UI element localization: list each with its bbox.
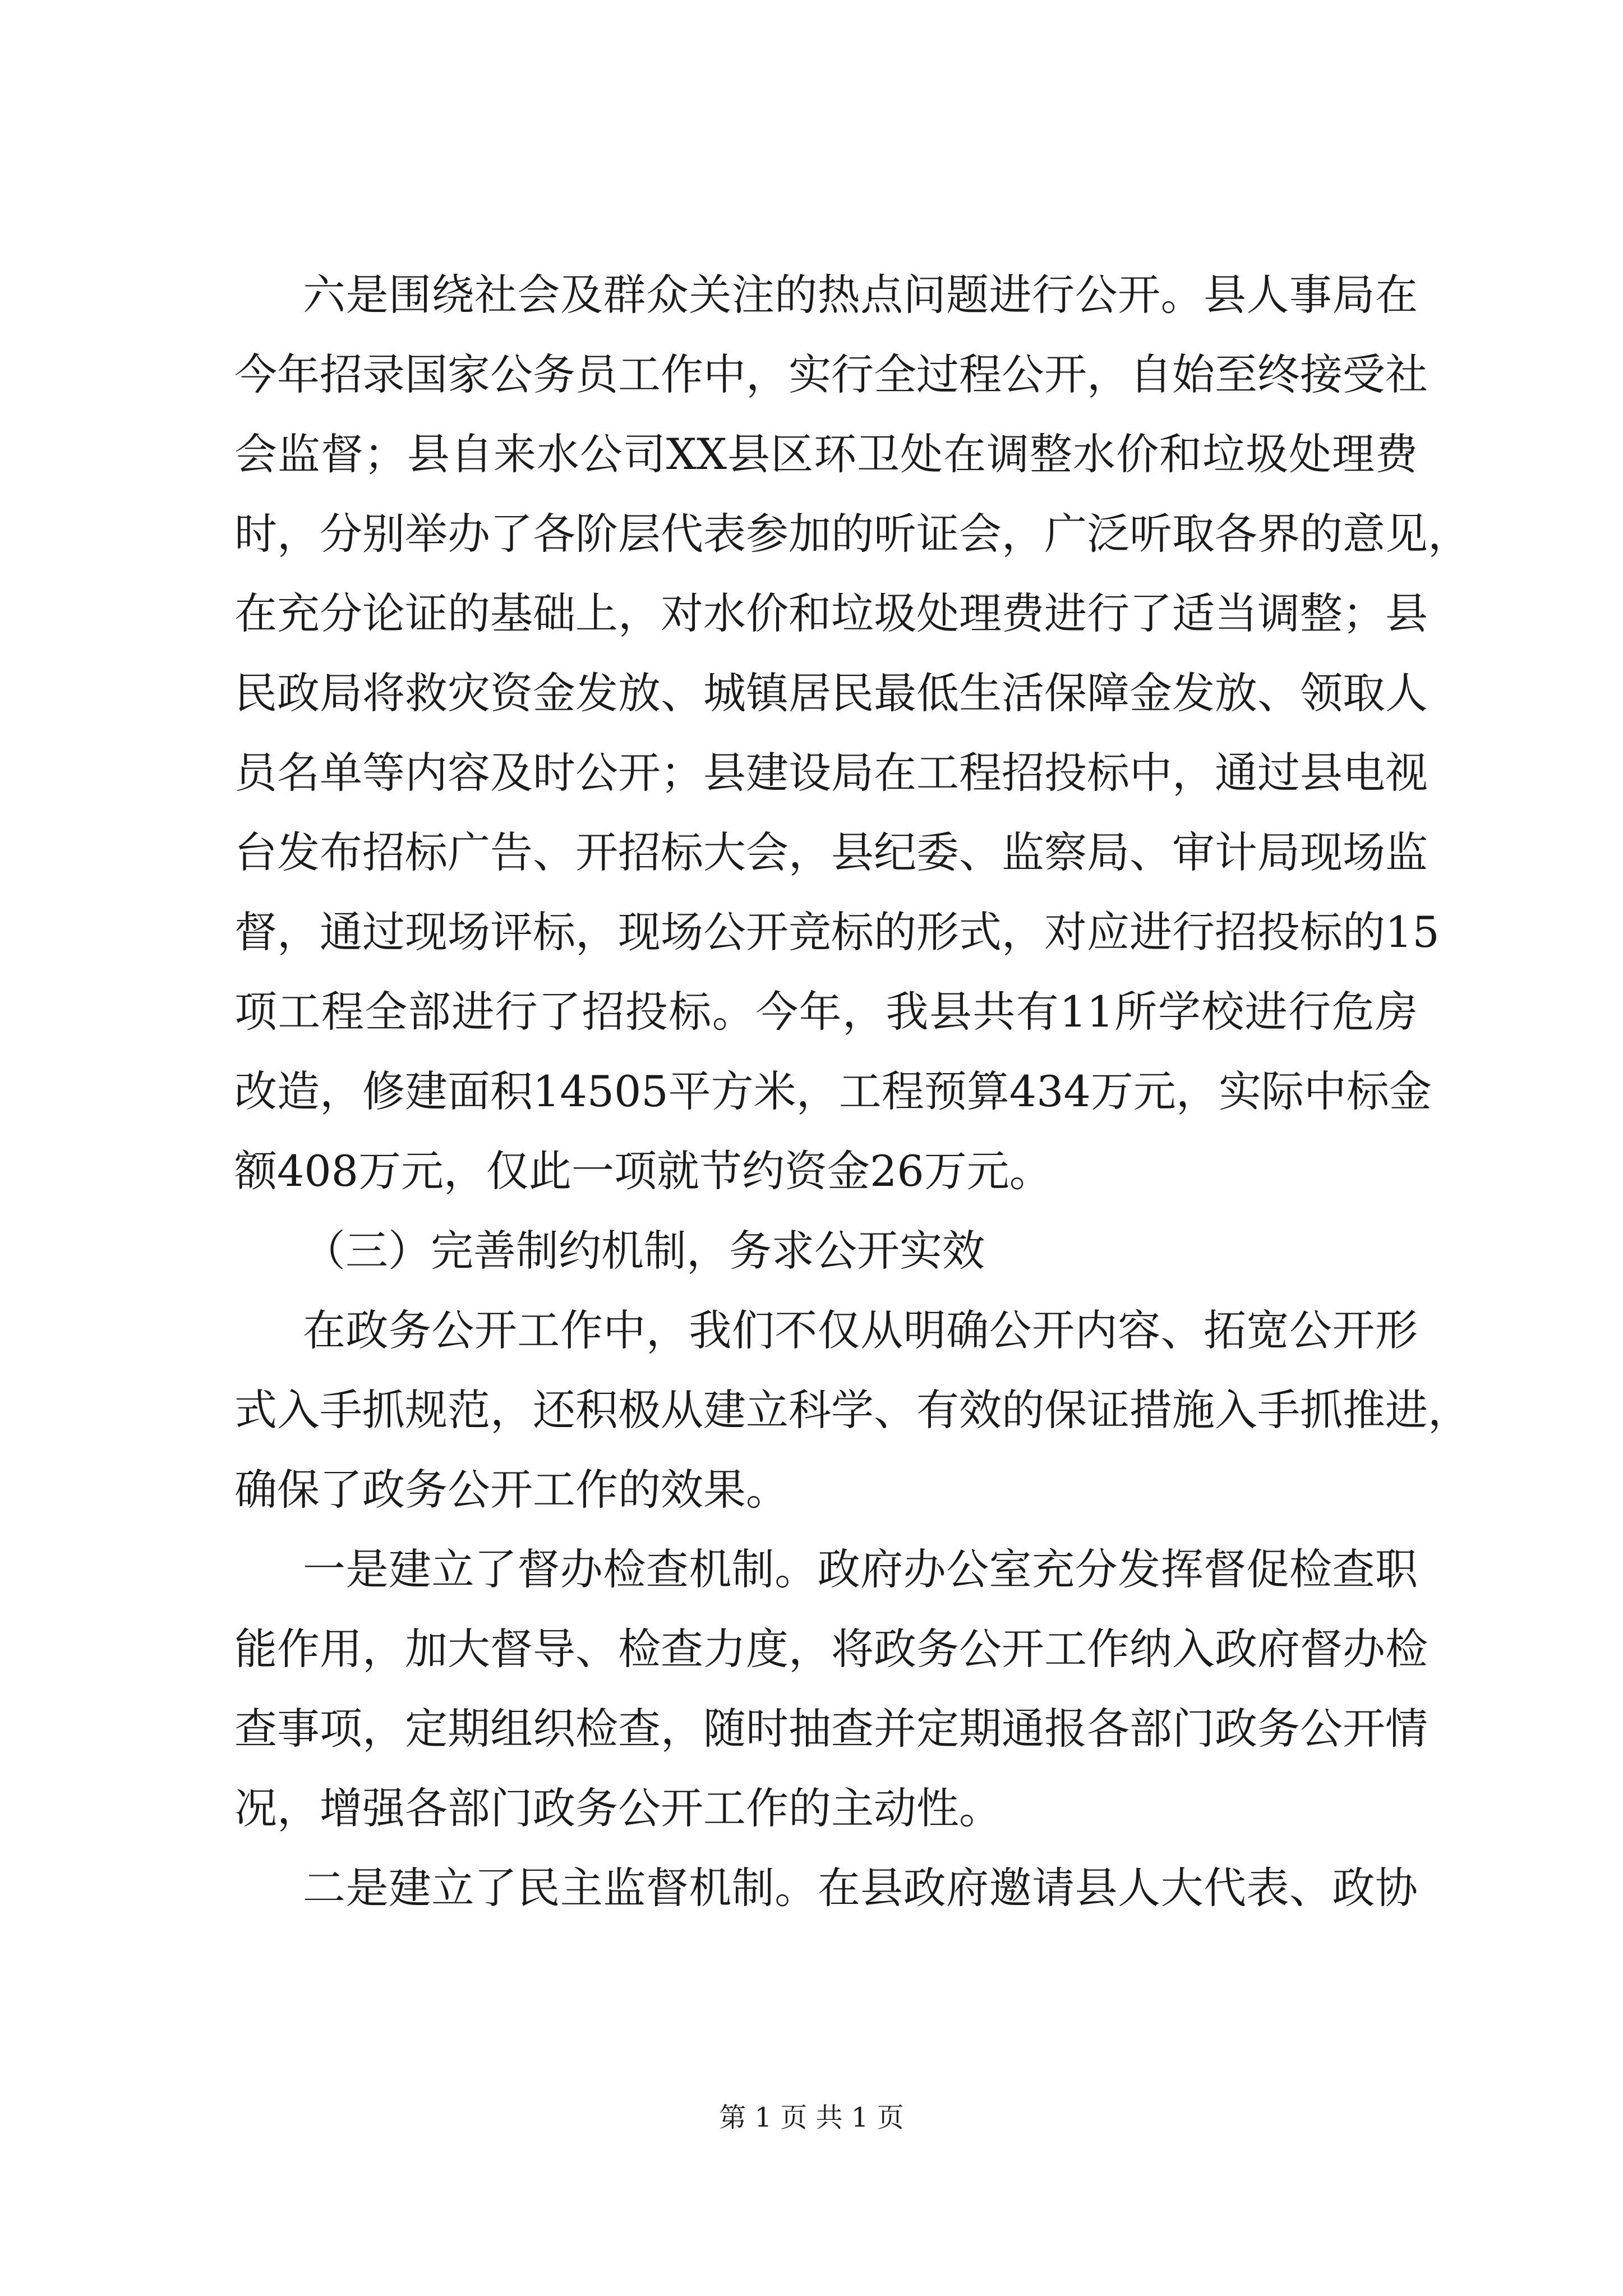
page-number-footer: 第 1 页 共 1 页 — [719, 2102, 904, 2133]
paragraph-6-line-9: 督，通过现场评标，现场公开竞标的形式，对应进行招投标的15 — [234, 907, 1440, 957]
paragraph-6-line-7: 员名单等内容及时公开；县建设局在工程招投标中，通过县电视 — [234, 748, 1428, 798]
paragraph-6-line-11: 改造，修建面积14505平方米，工程预算434万元，实际中标金 — [234, 1066, 1432, 1116]
intro-paragraph-line-2: 式入手抓规范，还积极从建立科学、有效的保证措施入手抓推进， — [234, 1385, 1470, 1435]
intro-paragraph-line-3: 确保了政务公开工作的效果。 — [234, 1465, 789, 1515]
paragraph-6-line-12: 额408万元，仅此一项就节约资金26万元。 — [234, 1146, 1052, 1196]
paragraph-6-line-6: 民政局将救灾资金发放、城镇居民最低生活保障金发放、领取人 — [234, 668, 1428, 718]
paragraph-6-line-5: 在充分论证的基础上，对水价和垃圾处理费进行了适当调整；县 — [234, 588, 1428, 638]
document-body — [234, 255, 1470, 1928]
paragraph-2-line-1: 二是建立了民主监督机制。在县政府邀请县人大代表、政协 — [303, 1863, 1418, 1913]
paragraph-6-line-3: 会监督；县自来水公司XX县区环卫处在调整水价和垃圾处理费 — [234, 429, 1418, 479]
paragraph-6-line-10: 项工程全部进行了招投标。今年，我县共有11所学校进行危房 — [234, 987, 1418, 1037]
intro-paragraph-line-1: 在政务公开工作中，我们不仅从明确公开内容、拓宽公开形 — [303, 1305, 1418, 1355]
paragraph-1-line-1: 一是建立了督办检查机制。政府办公室充分发挥督促检查职 — [303, 1544, 1418, 1594]
section-heading: （三）完善制约机制，务求公开实效 — [303, 1226, 985, 1276]
paragraph-1-line-3: 查事项，定期组织检查，随时抽查并定期通报各部门政务公开情 — [234, 1704, 1428, 1754]
paragraph-1-line-4: 况，增强各部门政务公开工作的主动性。 — [234, 1783, 1002, 1833]
paragraph-6-line-4: 时，分别举办了各阶层代表参加的听证会，广泛听取各界的意见， — [234, 509, 1470, 559]
paragraph-6-line-8: 台发布招标广告、开招标大会，县纪委、监察局、审计局现场监 — [234, 827, 1428, 877]
paragraph-6-line-2: 今年招录国家公务员工作中，实行全过程公开，自始至终接受社 — [234, 349, 1428, 399]
paragraph-1-line-2: 能作用，加大督导、检查力度，将政务公开工作纳入政府督办检 — [234, 1624, 1428, 1674]
paragraph-6-line-1: 六是围绕社会及群众关注的热点问题进行公开。县人事局在 — [303, 270, 1418, 320]
